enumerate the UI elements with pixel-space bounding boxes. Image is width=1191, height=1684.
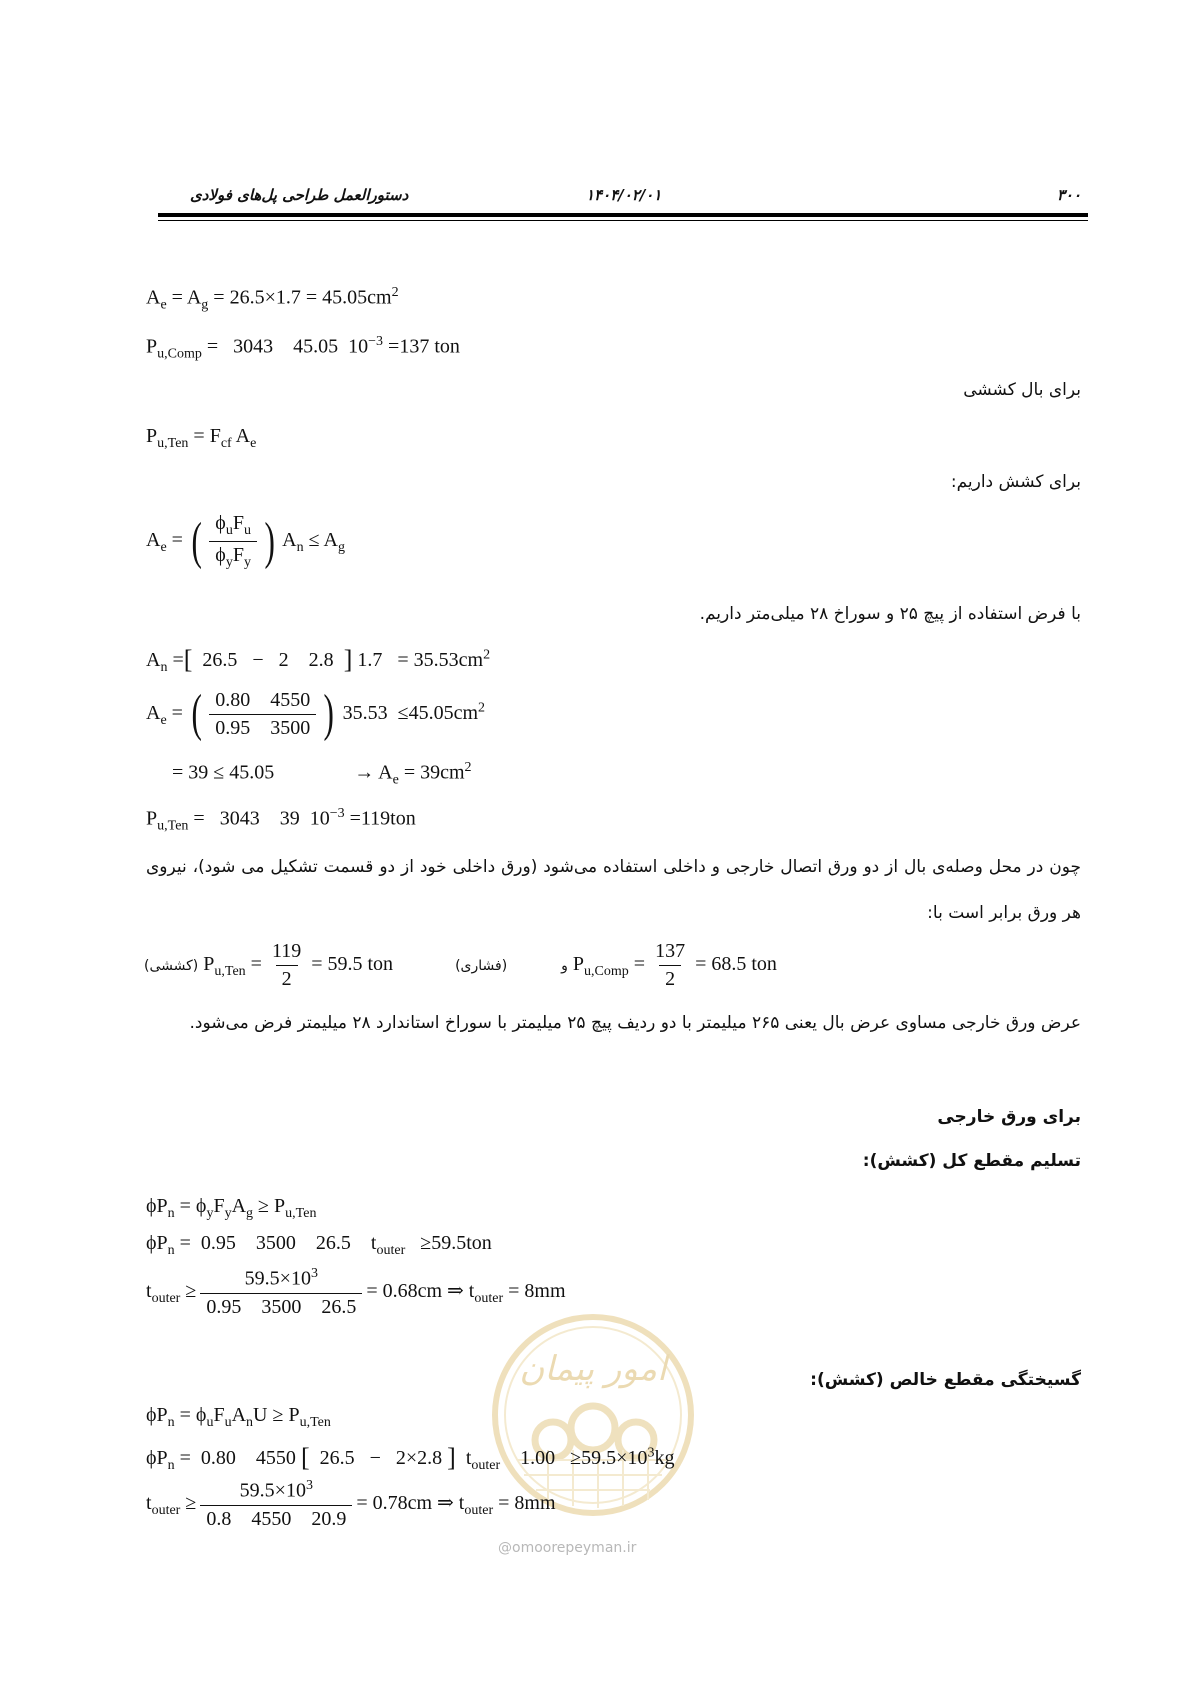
ae-frac-den: $\phi_yF_y$ [209,541,257,571]
text-for-tension: برای کشش داریم: [950,472,1081,492]
eq-phi-pn-3: $\phi P_n = \phi_uF_uA_nU \ge P_{u,Ten}$ [146,1404,331,1430]
text-flange-tension: برای بال کششی [963,380,1081,400]
eq-t-outer-2 [146,1478,556,1531]
ae2-frac-num: 0.80 4550 [215,688,311,711]
text-splice-para: چون در محل وصله‌ی بال از دو ورق اتصال خارجی و داخلی استفاده می‌شود (ورق داخلی خود از دو قسمت تشکیل می شود)، نیروی هر ورق برابر است با: [146,857,1081,923]
heading-net-rupture: گسیختگی مقطع خالص (کشش): [810,1370,1081,1390]
eq-an: $A_n$ =[ 26.5 − 2 2.8 ] $1.7 = 35.53cm^2$ [146,645,491,675]
eq-phi-pn-2: $\phi P_n = 0.95$ 3500 26.5 $t_{outer} \ge 59.5ton$ [146,1232,492,1258]
t1-frac-den: 0.95 3500 26.5 [200,1293,362,1319]
eq-ae-numeric: $A_e$ = ( $\frac{0.80 4550}{0.95 3500}$ ) $35.53 \le 45.05cm^2$ [146,685,486,742]
t2-frac-den: 0.8 4550 20.9 [200,1505,352,1531]
ten-frac-res: = 59.5 ton [311,953,394,976]
ae2-frac-den: 0.95 3500 [209,714,316,740]
eq-ae-label: $A_e$ = [146,529,183,556]
eq-force-per-plate [144,940,777,991]
eq-pu-ten-val: $P_{u,Ten} = 3043$ 39 $10^{-3} =119ton$ [146,806,416,834]
heading-gross-yield: تسلیم مقطع کل (کشش): [862,1151,1081,1171]
watermark-url-text: omoorepeyman.ir [512,1540,637,1556]
label-tension: (کششی) [144,958,199,975]
eq-comp-label: $P_{u,Comp}$ = [572,953,646,980]
ae-fraction [209,512,257,571]
t1-fraction [200,1266,362,1319]
eq-pu-ten-def: $P_{u,Ten} = F_{cf}$ $A_e$ [146,425,257,451]
t1-frac-res: = 0.68cm ⇒ $t_{outer} = 8mm$ [366,1279,566,1306]
eq-ae-ag: $A_e = A_g = 26.5\times 1.7 = 45.05cm^2$ [146,285,399,313]
eq-ten-label: $P_{u,Ten}$ = [203,953,262,980]
comp-frac-num: 137 [655,940,686,962]
eq-ae2-label: $A_e$ = [146,701,183,728]
label-compression: (فشاری) [455,958,508,975]
eq-phi-pn-4: $\phi P_n = 0.80$ 4550 [ 26.5 − 2×2.8 ] $t_{outer}$ $1.00 \ge 59.5\times 10^3kg$ [146,1443,675,1473]
text-assume-bolt: با فرض استفاده از پیچ ۲۵ و سوراخ ۲۸ میلی‌متر داریم. [699,604,1081,624]
watermark-text: امور پیمان [519,1349,667,1389]
comp-frac-den: 2 [659,965,681,991]
ten-frac-num: 119 [271,940,302,962]
t2-frac-num: $59.5\times 10^3$ [239,1478,313,1502]
watermark-at-icon: @ [498,1540,512,1556]
eq-ae-result: = 39 ≤ 45.05 → $A_e = 39cm^2$ [172,760,472,788]
eq-phi-pn-1: $\phi P_n = \phi_yF_yA_g \ge P_{u,Ten}$ [146,1195,317,1221]
ae2-frac-tail: $35.53 \le 45.05cm^2$ [342,699,486,724]
ten-fraction [266,940,307,991]
header-date: ۱۴۰۴/۰۲/۰۱ [586,186,662,204]
watermark-url [498,1540,636,1556]
t2-frac-res: = 0.78cm ⇒ $t_{outer} = 8mm$ [356,1491,556,1518]
ten-frac-den: 2 [276,965,298,991]
t2-fraction [200,1478,352,1531]
ae2-fraction [209,689,316,740]
heading-outer-plate: برای ورق خارجی [937,1107,1081,1127]
eq-pu-comp: $P_{u,Comp} = 3043$ 45.05 $10^{-3} =137$ ton [146,334,460,362]
ae-frac-num: $\phi_uF_u$ [215,512,251,538]
ae-frac-tail: $A_n \le A_g$ [282,529,345,556]
comp-frac-res: = 68.5 ton [695,953,777,976]
header-rule-thick [158,213,1088,217]
header-rule-thin [158,220,1088,221]
header-title: دستورالعمل طراحی پل‌های فولادی [190,186,409,204]
t2-label: $t_{outer}$ ≥ [146,1491,197,1518]
label-and: و [561,958,568,975]
eq-ae-formula: $A_e$ = ( $\frac{\phi_uF_u}{\phi_yF_y}$ ) $A_n \le A_g$ [146,512,345,570]
t1-frac-num: $59.5\times 10^3$ [244,1266,318,1290]
t1-label: $t_{outer}$ ≥ [146,1279,197,1306]
comp-fraction [649,940,691,991]
text-width-para: عرض ورق خارجی مساوی عرض بال یعنی ۲۶۵ میلیمتر با دو ردیف پیچ ۲۵ میلیمتر با سوراخ استاندارد ۲۸ میلیمتر فرض می‌شود. [189,1013,1081,1033]
page-number: ۳۰۰ [1056,186,1081,204]
